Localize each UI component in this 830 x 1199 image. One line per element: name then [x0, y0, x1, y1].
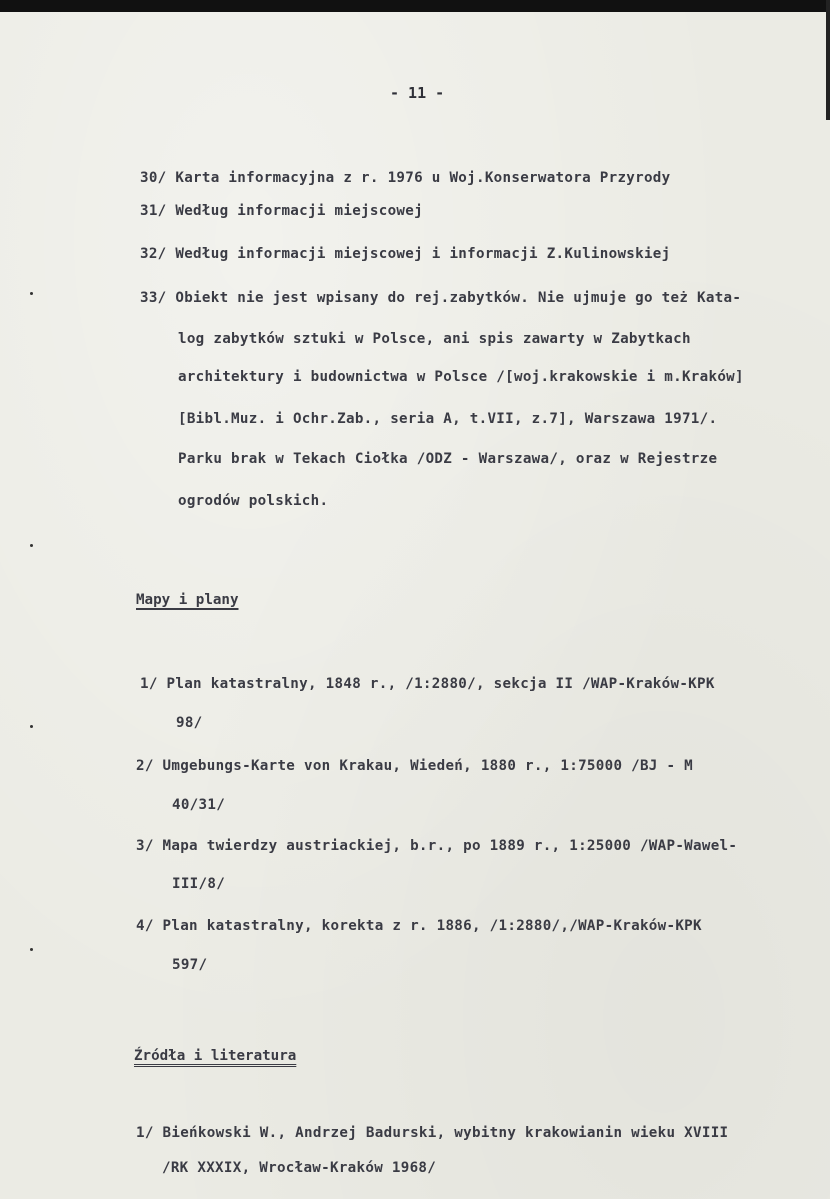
map-entry-3-line-1: 3/ Mapa twierdzy austriackiej, b.r., po 1889 r., 1:25000 /WAP-Wawel- — [136, 838, 738, 854]
page-number: - 11 - — [390, 84, 445, 102]
maps-heading: Mapy i plany — [136, 592, 239, 608]
map-entry-2-line-1: 2/ Umgebungs-Karte von Krakau, Wiedeń, 1880 r., 1:75000 /BJ - M — [136, 758, 694, 774]
margin-mark — [30, 544, 33, 547]
map-entry-4-line-2: 597/ — [172, 957, 208, 973]
note-33-line-5: Parku brak w Tekach Ciołka /ODZ - Warszawa/, oraz w Rejestrze — [178, 451, 718, 467]
note-30: 30/ Karta informacyjna z r. 1976 u Woj.Konserwatora Przyrody — [140, 170, 671, 186]
map-entry-1-line-2: 98/ — [176, 715, 203, 731]
note-33-line-1: 33/ Obiekt nie jest wpisany do rej.zabytków. Nie ujmuje go też Kata- — [140, 290, 742, 306]
sources-heading: Źródła i literatura — [134, 1048, 297, 1064]
map-entry-3-line-2: III/8/ — [172, 876, 226, 892]
note-33-line-6: ogrodów polskich. — [178, 493, 329, 509]
scan-top-border — [0, 0, 830, 12]
source-entry-1-line-2: /RK XXXIX, Wrocław-Kraków 1968/ — [162, 1160, 437, 1176]
margin-mark — [30, 948, 33, 951]
margin-mark — [30, 725, 33, 728]
note-33-line-2: log zabytków sztuki w Polsce, ani spis zawarty w Zabytkach — [178, 331, 691, 347]
note-33-line-3: architektury i budownictwa w Polsce /[woj.krakowskie i m.Kraków] — [178, 369, 744, 385]
margin-mark — [30, 292, 33, 295]
note-33-line-4: [Bibl.Muz. i Ochr.Zab., seria A, t.VII, z.7], Warszawa 1971/. — [178, 411, 718, 427]
note-31: 31/ Według informacji miejscowej — [140, 203, 423, 219]
note-32: 32/ Według informacji miejscowej i informacji Z.Kulinowskiej — [140, 246, 671, 262]
map-entry-4-line-1: 4/ Plan katastralny, korekta z r. 1886, /1:2880/,/WAP-Kraków-KPK — [136, 918, 702, 934]
map-entry-1-line-1: 1/ Plan katastralny, 1848 r., /1:2880/, sekcja II /WAP-Kraków-KPK — [140, 676, 715, 692]
source-entry-1-line-1: 1/ Bieńkowski W., Andrzej Badurski, wybitny krakowianin wieku XVIII — [136, 1125, 729, 1141]
scan-right-border — [826, 0, 830, 120]
map-entry-2-line-2: 40/31/ — [172, 797, 226, 813]
